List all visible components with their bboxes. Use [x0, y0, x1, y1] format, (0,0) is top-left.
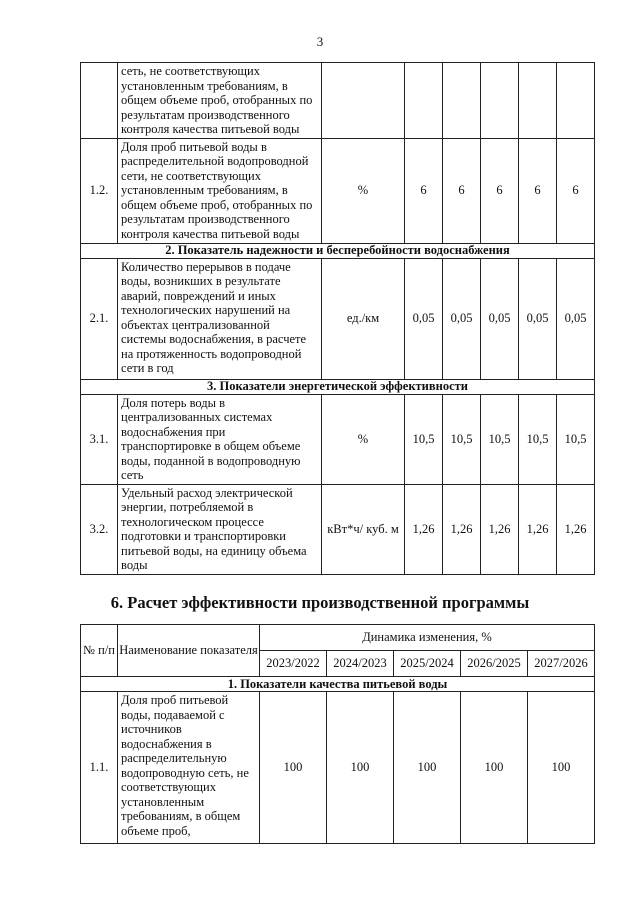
value-cell: 1,26 — [557, 484, 595, 574]
value-cell: 6 — [519, 138, 557, 243]
value-cell: 0,05 — [557, 258, 595, 379]
column-header-period: 2025/2024 — [394, 651, 461, 677]
indicator-description: Доля проб питьевой воды в распределительной водопроводной сети, не соответствующих установленным требованиям, в общем объеме проб, отобранных по результатам производственного контроля качества питьевой воды — [118, 138, 322, 243]
table-row — [81, 692, 595, 844]
value-cell: 0,05 — [481, 258, 519, 379]
column-header-name: Наименование показателя — [118, 625, 260, 677]
unit-cell: ед./км — [322, 258, 405, 379]
column-header-number: № п/п — [81, 625, 118, 677]
unit-cell: % — [322, 394, 405, 484]
indicator-description: сеть, не соответствующих установленным требованиям, в общем объеме проб, отобранных по результатам производственного контроля качества питьевой воды — [118, 63, 322, 139]
table-row — [81, 63, 595, 139]
value-cell — [481, 63, 519, 139]
value-cell — [443, 63, 481, 139]
value-cell: 6 — [443, 138, 481, 243]
efficiency-table — [80, 624, 595, 844]
unit-cell: кВт*ч/ куб. м — [322, 484, 405, 574]
value-cell: 100 — [394, 692, 461, 844]
value-cell: 100 — [461, 692, 528, 844]
row-number: 1.2. — [81, 138, 118, 243]
row-number: 1.1. — [81, 692, 118, 844]
table-row — [81, 484, 595, 574]
section-heading: 2. Показатель надежности и бесперебойности водоснабжения — [81, 243, 595, 258]
section-row — [81, 243, 595, 258]
table-header-row — [81, 625, 595, 651]
section-row — [81, 677, 595, 692]
value-cell: 6 — [405, 138, 443, 243]
column-header-period: 2026/2025 — [461, 651, 528, 677]
value-cell: 0,05 — [405, 258, 443, 379]
value-cell: 10,5 — [443, 394, 481, 484]
indicators-table — [80, 62, 595, 575]
row-number: 3.2. — [81, 484, 118, 574]
value-cell — [519, 63, 557, 139]
indicator-description: Доля потерь воды в централизованных системах водоснабжения при транспортировке в общем объеме воды, поданной в водопроводную сеть — [118, 394, 322, 484]
value-cell: 10,5 — [481, 394, 519, 484]
row-number: 2.1. — [81, 258, 118, 379]
value-cell: 0,05 — [519, 258, 557, 379]
value-cell: 1,26 — [481, 484, 519, 574]
section-row — [81, 379, 595, 394]
section-title: 6. Расчет эффективности производственной программы — [110, 593, 530, 612]
value-cell — [405, 63, 443, 139]
value-cell: 100 — [260, 692, 327, 844]
column-header-period: 2027/2026 — [528, 651, 595, 677]
section-heading: 3. Показатели энергетической эффективности — [81, 379, 595, 394]
value-cell: 6 — [557, 138, 595, 243]
section-heading: 1. Показатели качества питьевой воды — [81, 677, 595, 692]
column-header-dynamics: Динамика изменения, % — [260, 625, 595, 651]
unit-cell — [322, 63, 405, 139]
table-row — [81, 394, 595, 484]
value-cell: 10,5 — [405, 394, 443, 484]
value-cell: 100 — [528, 692, 595, 844]
row-number — [81, 63, 118, 139]
unit-cell: % — [322, 138, 405, 243]
indicator-description: Доля проб питьевой воды, подаваемой с источников водоснабжения в распределительную водопроводную сеть, не соответствующих установленным требованиям, в общем объеме проб, — [118, 692, 260, 844]
value-cell: 1,26 — [519, 484, 557, 574]
row-number: 3.1. — [81, 394, 118, 484]
value-cell: 10,5 — [519, 394, 557, 484]
indicator-description: Удельный расход электрической энергии, потребляемой в технологическом процессе подготовки и транспортировки питьевой воды, на единицу объема воды — [118, 484, 322, 574]
column-header-period: 2024/2023 — [327, 651, 394, 677]
table-row — [81, 258, 595, 379]
value-cell: 100 — [327, 692, 394, 844]
value-cell: 6 — [481, 138, 519, 243]
page-number: 3 — [316, 34, 324, 49]
value-cell: 0,05 — [443, 258, 481, 379]
indicator-description: Количество перерывов в подаче воды, возникших в результате аварий, повреждений и иных технологических нарушений на объектах централизованной системы водоснабжения, в расчете на протяженность водопроводной сети в год — [118, 258, 322, 379]
table-row — [81, 138, 595, 243]
value-cell: 1,26 — [405, 484, 443, 574]
value-cell — [557, 63, 595, 139]
value-cell: 1,26 — [443, 484, 481, 574]
value-cell: 10,5 — [557, 394, 595, 484]
column-header-period: 2023/2022 — [260, 651, 327, 677]
